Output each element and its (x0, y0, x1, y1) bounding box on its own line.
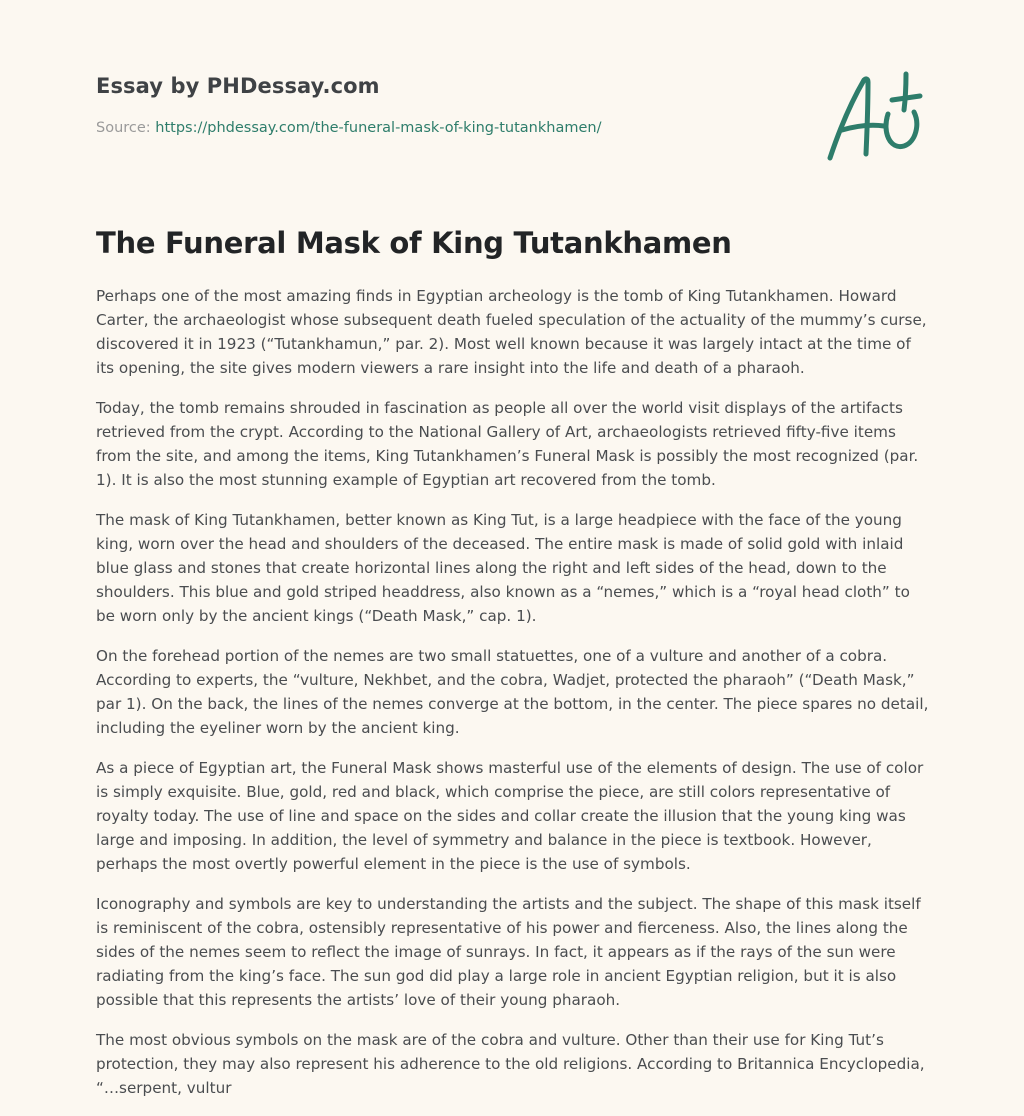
essay-title: The Funeral Mask of King Tutankhamen (96, 226, 732, 260)
essay-paragraph: Today, the tomb remains shrouded in fascination as people all over the world visit displays of the artifacts retrieved from the crypt. According to the National Gallery of Art, archaeologists retrieved fifty-five items from the site, and among the items, King Tutankhamen’s Funeral Mask is possibly the most recognized (par. 1). It is also the most stunning example of Egyptian art recovered from the tomb. (96, 399, 919, 489)
essay-paragraph: Perhaps one of the most amazing finds in Egyptian archeology is the tomb of King Tutankhamen. Howard Carter, the archaeologist whose subsequent death fueled speculation of the actuality of the mummy’s curse, discovered it in 1923 (“Tutankhamun,” par. 2). Most well known because it was largely intact at the time of its opening, the site gives modern viewers a rare insight into the life and death of a pharaoh. (96, 287, 927, 377)
site-brand: Essay by PHDessay.com (96, 74, 380, 98)
essay-paragraph: On the forehead portion of the nemes are two small statuettes, one of a vulture and another of a cobra. According to experts, the “vulture, Nekhbet, and the cobra, Wadjet, protected the pharaoh” (“Death Mask,” par 1). On the back, the lines of the nemes converge at the bottom, in the center. The piece spares no detail, including the eyeliner worn by the ancient king. (96, 647, 929, 737)
essay-paragraph: The most obvious symbols on the mask are of the cobra and vulture. Other than their use for King Tut’s protection, they may also represent his adherence to the old religions. According to Britannica Encyclopedia, “…serpent, vultur (96, 1031, 925, 1097)
source-link[interactable]: https://phdessay.com/the-funeral-mask-of-king-tutankhamen/ (155, 120, 602, 136)
essay-paragraph: As a piece of Egyptian art, the Funeral Mask shows masterful use of the elements of design. The use of color is simply exquisite. Blue, gold, red and black, which comprise the piece, are still colors representative of royalty today. The use of line and space on the sides and collar create the illusion that the young king was large and imposing. In addition, the level of symmetry and balance in the piece is textbook. However, perhaps the most overtly powerful element in the piece is the use of symbols. (96, 759, 924, 873)
essay-paragraph: Iconography and symbols are key to understanding the artists and the subject. The shape of this mask itself is reminiscent of the cobra, ostensibly representative of his power and fierceness. Also, the lines along the sides of the nemes seem to reflect the image of sunrays. In fact, it appears as if the rays of the sun were radiating from the king’s face. The sun god did play a large role in ancient Egyptian religion, but it is also possible that this represents the artists’ love of their young pharaoh. (96, 895, 921, 1009)
essay-header (96, 74, 796, 136)
essay-paragraph: The mask of King Tutankhamen, better known as King Tut, is a large headpiece with the face of the young king, worn over the head and shoulders of the deceased. The entire mask is made of solid gold with inlaid blue glass and stones that create horizontal lines along the right and left sides of the head, down to the shoulders. This blue and gold striped headdress, also known as a “nemes,” which is a “royal head cloth” to be worn only by the ancient kings (“Death Mask,” cap. 1). (96, 511, 910, 625)
a-plus-grade-icon (822, 66, 930, 166)
source-line (96, 120, 796, 136)
source-label: Source: (96, 120, 156, 136)
essay-body (96, 284, 932, 1116)
